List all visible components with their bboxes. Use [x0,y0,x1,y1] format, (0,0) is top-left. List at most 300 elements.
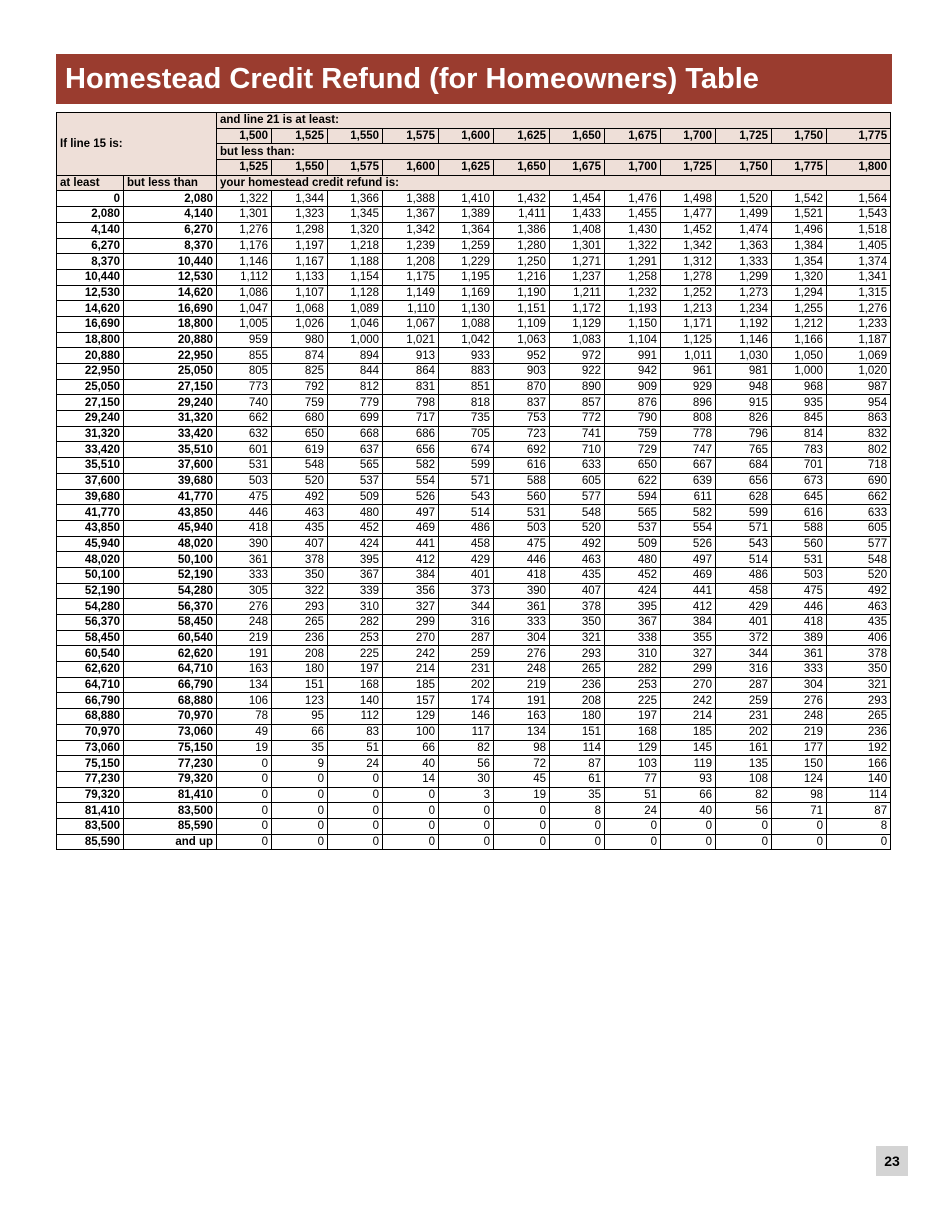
line15-at-least: 25,050 [57,379,124,395]
refund-value: 253 [605,677,661,693]
refund-value: 753 [494,411,550,427]
refund-value: 857 [550,395,605,411]
refund-value: 1,374 [827,254,891,270]
refund-value: 293 [272,599,328,615]
refund-value: 378 [272,552,328,568]
refund-value: 248 [494,662,550,678]
refund-value: 1,193 [605,301,661,317]
refund-value: 1,389 [439,207,494,223]
refund-value: 103 [605,756,661,772]
refund-value: 1,312 [661,254,716,270]
refund-value: 1,195 [439,269,494,285]
refund-value: 98 [494,740,550,756]
refund-value: 773 [217,379,272,395]
refund-value: 874 [272,348,328,364]
refund-value: 1,030 [716,348,772,364]
refund-value: 310 [328,599,383,615]
refund-value: 1,011 [661,348,716,364]
line15-less-than: 54,280 [124,583,217,599]
refund-value: 0 [272,771,328,787]
table-row [57,677,891,693]
refund-value: 692 [494,442,550,458]
refund-value: 150 [772,756,827,772]
line15-less-than: and up [124,834,217,850]
refund-value: 1,273 [716,285,772,301]
refund-value: 197 [605,709,661,725]
line21-at-least-value: 1,625 [494,128,550,144]
refund-value: 1,133 [272,269,328,285]
refund-value: 469 [661,567,716,583]
refund-value: 710 [550,442,605,458]
table-row [57,207,891,223]
line15-at-least: 16,690 [57,316,124,332]
table-row [57,709,891,725]
line15-at-least: 4,140 [57,222,124,238]
table-row [57,238,891,254]
refund-value: 616 [772,505,827,521]
refund-value: 792 [272,379,328,395]
line15-at-least: 29,240 [57,411,124,427]
refund-value: 24 [605,803,661,819]
line15-less-than: 41,770 [124,489,217,505]
refund-value: 123 [272,693,328,709]
refund-value: 662 [217,411,272,427]
line21-at-least-value: 1,725 [716,128,772,144]
refund-value: 759 [605,426,661,442]
line21-less-than-value: 1,575 [328,160,383,176]
refund-value: 40 [383,756,439,772]
table-row [57,740,891,756]
refund-value: 0 [605,818,661,834]
table-header [57,113,891,191]
refund-value: 0 [827,834,891,850]
refund-value: 632 [217,426,272,442]
refund-value: 740 [217,395,272,411]
refund-value: 668 [328,426,383,442]
refund-value: 0 [328,787,383,803]
refund-value: 98 [772,787,827,803]
line15-at-least: 6,270 [57,238,124,254]
line21-less-than-value: 1,725 [661,160,716,176]
refund-value: 633 [550,458,605,474]
refund-value: 1,455 [605,207,661,223]
refund-value: 883 [439,364,494,380]
line15-at-least: 79,320 [57,787,124,803]
table-row [57,646,891,662]
refund-value: 520 [827,567,891,583]
refund-value: 265 [550,662,605,678]
refund-value: 14 [383,771,439,787]
refund-value: 282 [328,615,383,631]
line15-less-than: 8,370 [124,238,217,254]
refund-value: 412 [383,552,439,568]
table-row [57,552,891,568]
refund-value: 790 [605,411,661,427]
refund-value: 1,291 [605,254,661,270]
refund-value: 0 [328,803,383,819]
refund-value: 0 [661,834,716,850]
refund-value: 463 [827,599,891,615]
refund-value: 9 [272,756,328,772]
refund-value: 344 [439,599,494,615]
refund-value: 1,298 [272,222,328,238]
refund-value: 299 [383,615,439,631]
refund-value: 214 [383,662,439,678]
refund-value: 851 [439,379,494,395]
refund-value: 1,089 [328,301,383,317]
line15-less-than: 10,440 [124,254,217,270]
refund-value: 8 [827,818,891,834]
line15-at-least: 62,620 [57,662,124,678]
refund-value: 1,271 [550,254,605,270]
refund-value: 497 [661,552,716,568]
refund-value: 0 [439,834,494,850]
refund-value: 1,239 [383,238,439,254]
refund-value: 673 [772,473,827,489]
table-row [57,426,891,442]
refund-value: 389 [772,630,827,646]
refund-value: 1,237 [550,269,605,285]
line15-at-least: 60,540 [57,646,124,662]
refund-value: 486 [439,520,494,536]
refund-value: 350 [550,615,605,631]
refund-value: 293 [827,693,891,709]
refund-value: 1,110 [383,301,439,317]
refund-value: 429 [716,599,772,615]
line15-at-least: 73,060 [57,740,124,756]
refund-value: 333 [772,662,827,678]
line15-at-least: 50,100 [57,567,124,583]
refund-value: 1,315 [827,285,891,301]
refund-value: 509 [605,536,661,552]
refund-value: 894 [328,348,383,364]
line21-at-least-value: 1,550 [328,128,383,144]
refund-value: 316 [439,615,494,631]
refund-value: 236 [827,724,891,740]
refund-value: 1,112 [217,269,272,285]
refund-value: 270 [383,630,439,646]
refund-value: 446 [772,599,827,615]
refund-value: 469 [383,520,439,536]
refund-value: 611 [661,489,716,505]
refund-value: 554 [383,473,439,489]
refund-value: 0 [383,834,439,850]
refund-value: 1,278 [661,269,716,285]
table-row [57,615,891,631]
refund-value: 77 [605,771,661,787]
header-row-column-labels [57,175,891,191]
refund-value: 1,320 [772,269,827,285]
line21-at-least-value: 1,600 [439,128,494,144]
refund-value: 896 [661,395,716,411]
refund-value: 1,322 [605,238,661,254]
refund-value: 942 [605,364,661,380]
refund-value: 645 [772,489,827,505]
line21-less-than-value: 1,675 [550,160,605,176]
table-row [57,473,891,489]
refund-value: 83 [328,724,383,740]
refund-value: 826 [716,411,772,427]
refund-value: 684 [716,458,772,474]
refund-value: 619 [272,442,328,458]
refund-value: 514 [716,552,772,568]
refund-value: 407 [272,536,328,552]
refund-value: 812 [328,379,383,395]
refund-value: 1,299 [716,269,772,285]
refund-value: 537 [605,520,661,536]
refund-value: 588 [494,473,550,489]
refund-value: 1,146 [716,332,772,348]
refund-value: 577 [827,536,891,552]
refund-value: 637 [328,442,383,458]
refund-value: 282 [605,662,661,678]
table-row [57,348,891,364]
refund-value: 0 [328,771,383,787]
refund-value: 520 [550,520,605,536]
refund-value: 705 [439,426,494,442]
refund-value: 735 [439,411,494,427]
refund-value: 361 [217,552,272,568]
refund-value: 72 [494,756,550,772]
refund-value: 248 [772,709,827,725]
refund-value: 531 [494,505,550,521]
refund-value: 441 [661,583,716,599]
line15-at-least: 31,320 [57,426,124,442]
table-row [57,505,891,521]
line15-at-least: 58,450 [57,630,124,646]
refund-value: 1,232 [605,285,661,301]
refund-value: 236 [550,677,605,693]
refund-value: 1,364 [439,222,494,238]
refund-value: 1,477 [661,207,716,223]
line15-at-least: 35,510 [57,458,124,474]
refund-value: 0 [217,756,272,772]
refund-value: 1,129 [550,316,605,332]
refund-value: 1,109 [494,316,550,332]
refund-value: 972 [550,348,605,364]
refund-value: 1,496 [772,222,827,238]
refund-value: 214 [661,709,716,725]
table-row [57,411,891,427]
refund-value: 350 [827,662,891,678]
refund-value: 1,208 [383,254,439,270]
refund-value: 1,432 [494,191,550,207]
refund-value: 71 [772,803,827,819]
refund-value: 407 [550,583,605,599]
refund-value: 1,150 [605,316,661,332]
refund-value: 1,255 [772,301,827,317]
refund-value: 796 [716,426,772,442]
refund-value: 401 [439,567,494,583]
refund-value: 814 [772,426,827,442]
refund-value: 0 [383,818,439,834]
line15-less-than: 25,050 [124,364,217,380]
refund-value: 418 [217,520,272,536]
refund-value: 225 [328,646,383,662]
refund-value: 463 [550,552,605,568]
refund-value: 1,408 [550,222,605,238]
line15-less-than: 35,510 [124,442,217,458]
line15-at-least: 81,410 [57,803,124,819]
refund-value: 3 [439,787,494,803]
table-row [57,316,891,332]
refund-value: 327 [383,599,439,615]
refund-value: 30 [439,771,494,787]
refund-value: 129 [605,740,661,756]
refund-value: 119 [661,756,716,772]
refund-value: 1,149 [383,285,439,301]
refund-value: 870 [494,379,550,395]
line15-at-least: 85,590 [57,834,124,850]
refund-value: 321 [550,630,605,646]
refund-value: 0 [217,771,272,787]
refund-value: 412 [661,599,716,615]
table-row [57,301,891,317]
refund-value: 1,363 [716,238,772,254]
line15-at-least: 83,500 [57,818,124,834]
refund-value: 492 [272,489,328,505]
refund-value: 78 [217,709,272,725]
refund-value: 701 [772,458,827,474]
refund-value: 82 [439,740,494,756]
line21-at-least-value: 1,700 [661,128,716,144]
less-than-label: but less than: [217,144,891,160]
refund-value: 56 [716,803,772,819]
line15-less-than: 85,590 [124,818,217,834]
refund-value: 480 [605,552,661,568]
refund-value: 344 [716,646,772,662]
refund-value: 259 [439,646,494,662]
table-row [57,254,891,270]
refund-value: 952 [494,348,550,364]
refund-value: 372 [716,630,772,646]
refund-value: 1,474 [716,222,772,238]
refund-value: 520 [272,473,328,489]
refund-value: 1,218 [328,238,383,254]
refund-value: 185 [661,724,716,740]
refund-value: 0 [272,834,328,850]
refund-value: 526 [383,489,439,505]
line15-at-least: 45,940 [57,536,124,552]
refund-value: 1,171 [661,316,716,332]
refund-value: 174 [439,693,494,709]
refund-value: 876 [605,395,661,411]
refund-value: 1,068 [272,301,328,317]
refund-value: 772 [550,411,605,427]
line15-less-than: 4,140 [124,207,217,223]
refund-value: 818 [439,395,494,411]
refund-value: 783 [772,442,827,458]
refund-value: 1,323 [272,207,328,223]
refund-value: 350 [272,567,328,583]
line15-less-than: 52,190 [124,567,217,583]
line15-at-least: 2,080 [57,207,124,223]
table-row [57,803,891,819]
refund-value: 191 [217,646,272,662]
refund-value: 51 [328,740,383,756]
refund-value: 1,166 [772,332,827,348]
refund-value: 933 [439,348,494,364]
refund-value: 327 [661,646,716,662]
table-row [57,222,891,238]
refund-value: 503 [494,520,550,536]
refund-value: 571 [716,520,772,536]
refund-value: 1,366 [328,191,383,207]
refund-value: 87 [550,756,605,772]
refund-value: 1,125 [661,332,716,348]
refund-value: 565 [328,458,383,474]
refund-value: 571 [439,473,494,489]
refund-value: 0 [661,818,716,834]
line21-at-least-value: 1,750 [772,128,827,144]
refund-value: 435 [272,520,328,536]
line15-less-than: 70,970 [124,709,217,725]
refund-value: 1,104 [605,332,661,348]
refund-value: 980 [272,332,328,348]
line15-at-least: 0 [57,191,124,207]
refund-value: 948 [716,379,772,395]
line21-at-least-value: 1,650 [550,128,605,144]
refund-value: 1,367 [383,207,439,223]
refund-value: 599 [439,458,494,474]
refund-value: 808 [661,411,716,427]
refund-value: 316 [716,662,772,678]
refund-value: 922 [550,364,605,380]
table-row [57,442,891,458]
refund-value: 929 [661,379,716,395]
refund-value: 333 [217,567,272,583]
refund-value: 560 [494,489,550,505]
refund-value: 168 [328,677,383,693]
refund-value: 1,211 [550,285,605,301]
refund-value: 1,086 [217,285,272,301]
refund-value: 825 [272,364,328,380]
refund-value: 180 [272,662,328,678]
refund-value: 987 [827,379,891,395]
refund-value: 1,216 [494,269,550,285]
table-row [57,771,891,787]
refund-value: 1,430 [605,222,661,238]
refund-value: 1,433 [550,207,605,223]
page-title: Homestead Credit Refund (for Homeowners) Table [56,54,892,104]
refund-value: 475 [217,489,272,505]
refund-value: 548 [550,505,605,521]
refund-value: 492 [827,583,891,599]
line15-less-than: 64,710 [124,662,217,678]
line15-at-least: 39,680 [57,489,124,505]
refund-value: 486 [716,567,772,583]
refund-value: 35 [550,787,605,803]
refund-value: 802 [827,442,891,458]
refund-value: 0 [494,803,550,819]
refund-value: 19 [217,740,272,756]
line21-less-than-value: 1,750 [716,160,772,176]
refund-label: your homestead credit refund is: [217,175,891,191]
line21-less-than-value: 1,775 [772,160,827,176]
refund-value: 435 [550,567,605,583]
line15-at-least: 64,710 [57,677,124,693]
refund-value: 1,154 [328,269,383,285]
refund-value: 401 [716,615,772,631]
refund-value: 100 [383,724,439,740]
refund-value: 599 [716,505,772,521]
refund-value: 321 [827,677,891,693]
line15-less-than: 58,450 [124,615,217,631]
refund-value: 1,197 [272,238,328,254]
refund-value: 463 [272,505,328,521]
refund-value: 299 [661,662,716,678]
refund-value: 1,498 [661,191,716,207]
